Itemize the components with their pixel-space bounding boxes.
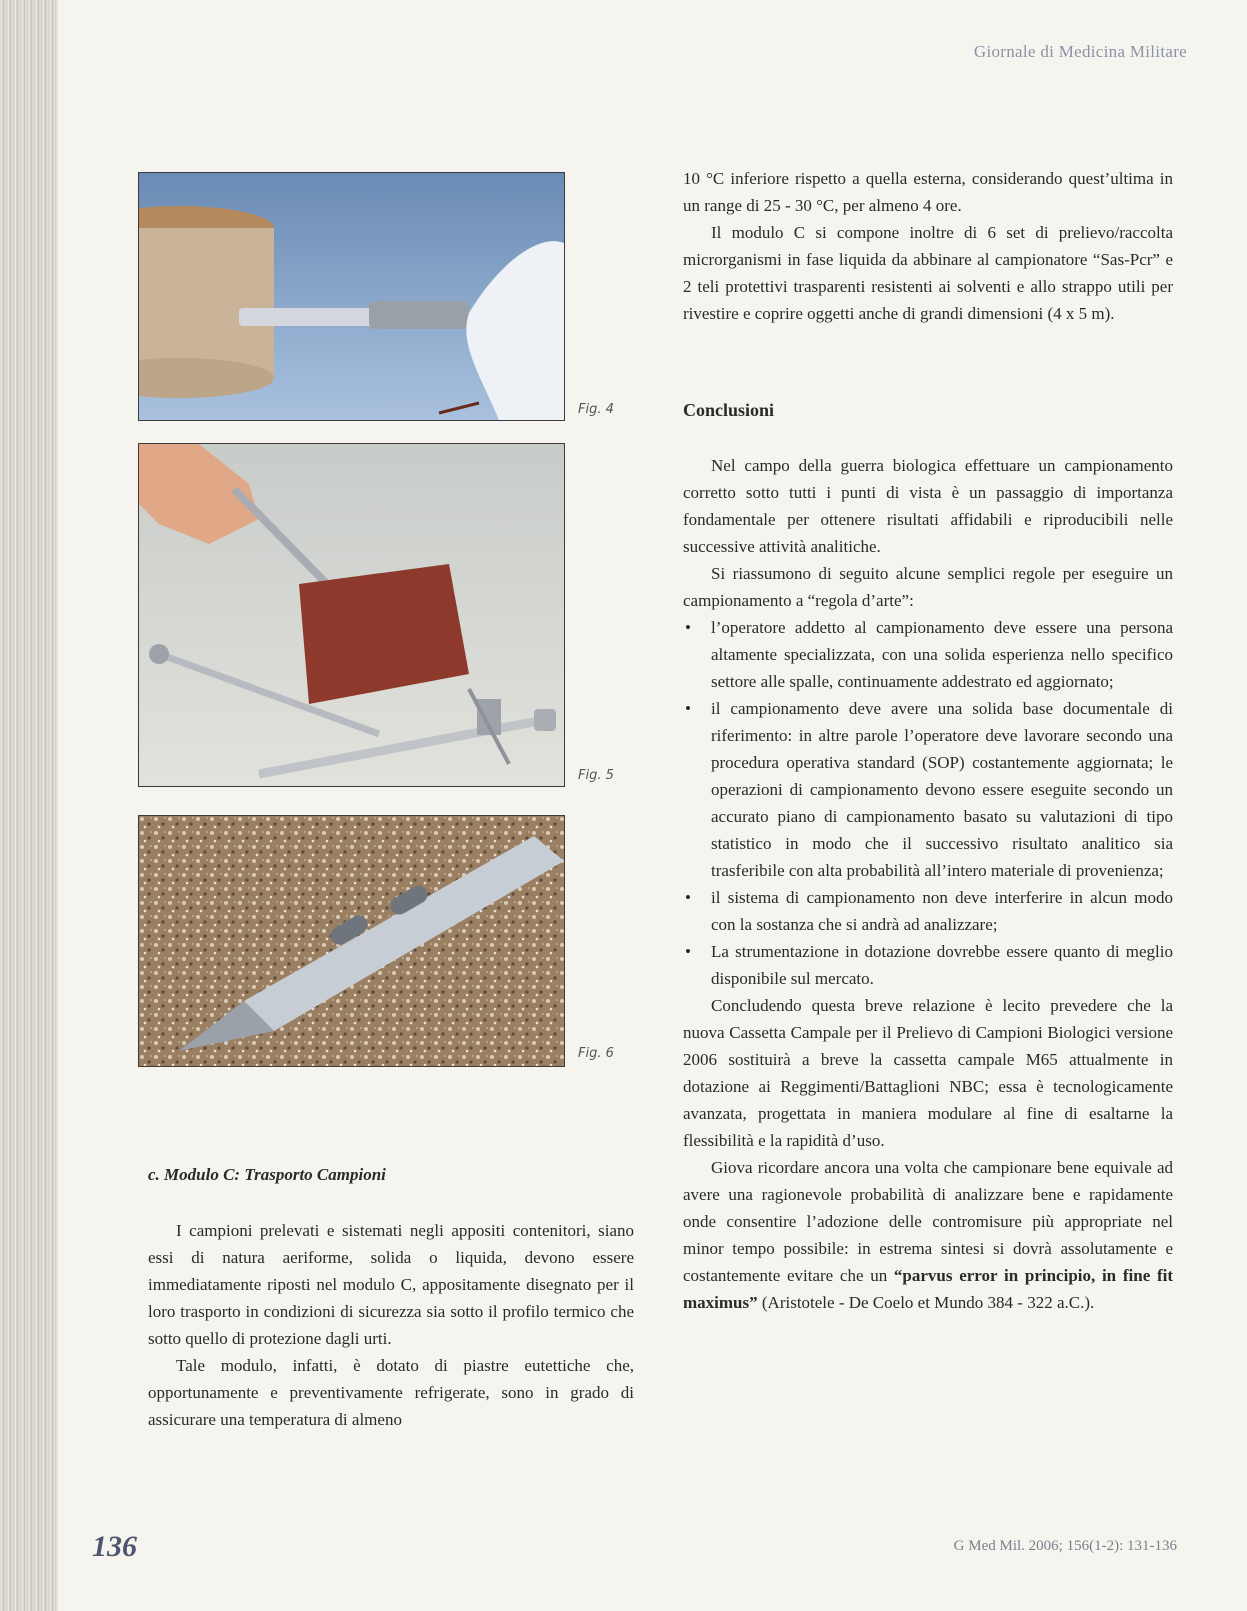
figure-5-photo [138,443,565,787]
figure-5-label: Fig. 5 [578,768,614,783]
paragraph: 10 °C inferiore rispetto a quella esterna, considerando quest’ultima in un range di 25 - 30 °C, per almeno 4 ore. [683,169,1173,215]
conclusions-body [683,452,1173,1316]
page-number: 136 [92,1530,137,1563]
list-item: • La strumentazione in dotazione dovrebbe essere quanto di meglio disponibile sul mercato. [683,938,1173,992]
paragraph: Nel campo della guerra biologica effettuare un campionamento corretto sotto tutti i punti di vista è un passaggio di importanza fondamentale per ottenere risultati affidabili e riproducibili nelle successive attività analitiche. [683,456,1173,556]
paragraph: I campioni prelevati e sistemati negli appositi contenitori, siano essi di natura aeriforme, solida o liquida, devono essere immediatamente riposti nel modulo C, appositamente disegnato per il loro trasporto in condizioni di sicurezza sia sotto il profilo termico che sotto quello di protezione dagli urti. [148,1221,634,1348]
paragraph: Si riassumono di seguito alcune semplici regole per eseguire un campionamento a “regola d’arte”: [683,564,1173,610]
paragraph: Tale modulo, infatti, è dotato di piastre eutettiche che, opportunamente e preventivamente refrigerate, sono in grado di assicurare una temperatura di almeno [148,1356,634,1429]
figure-4-label: Fig. 4 [578,402,614,417]
right-top-text [683,165,1173,327]
final-paragraph [683,1154,1173,1316]
paragraph: Il modulo C si compone inoltre di 6 set di prelievo/raccolta microrganismi in fase liquida da abbinare al campionatore “Sas-Pcr” e 2 teli protettivi trasparenti resistenti ai solventi e allo strappo utili per rivestire e coprire oggetti anche di grandi dimensioni (4 x 5 m). [683,223,1173,323]
figure-6-photo [138,815,565,1067]
page-binding-edge [0,0,58,1611]
paragraph: Concludendo questa breve relazione è lecito prevedere che la nuova Cassetta Campale per il Prelievo di Campioni Biologici versione 2006 sostituirà a breve la cassetta campale M65 attualmente in dotazione ai Reggimenti/Battaglioni NBC; essa è tecnologicamente avanzata, progettata in maniera modulare al fine di esaltarne la flessibilità e la rapidità d’uso. [683,996,1173,1150]
rules-list [683,614,1173,992]
list-item: • l’operatore addetto al campionamento deve essere una persona altamente specializzata, con una solida esperienza nello specifico settore alle spalle, continuamente addestrato ed aggiornato; [683,614,1173,695]
list-item: • il campionamento deve avere una solida base documentale di riferimento: in altre parole l’operatore deve lavorare secondo una procedura operativa standard (SOP) costantemente aggiornata; le operazioni di campionamento devono essere eseguite secondo un accurato piano di campionamento basato su valutazioni di tipo statistico in modo che il successivo risultato analitico sia trasferibile con alta probabilità all’intero materiale di provenienza; [683,695,1173,884]
latin-quote: “parvus error in principio, in fine fit maximus” [683,1266,1173,1312]
module-c-title: c. Modulo C: Trasporto Campioni [148,1165,386,1184]
final-text: Giova ricordare ancora una volta che campionare bene equivale ad avere una ragionevole probabilità di analizzare bene e rapidamente onde consentire l’adozione delle contromisure più appropriate nel minor tempo possibile: in estrema sintesi si dovrà assolutamente e costantemente evitare che un [683,1158,1173,1285]
journal-header: Giornale di Medicina Militare [973,42,1187,61]
figure-6-label: Fig. 6 [578,1046,614,1061]
module-c-body [148,1217,634,1433]
citation-text: (Aristotele - De Coelo et Mundo 384 - 322 a.C.). [757,1293,1095,1312]
footer-citation: G Med Mil. 2006; 156(1-2): 131-136 [953,1538,1177,1554]
figure-4-photo [138,172,565,421]
list-item: • il sistema di campionamento non deve interferire in alcun modo con la sostanza che si andrà ad analizzare; [683,884,1173,938]
conclusions-title: Conclusioni [683,400,775,420]
